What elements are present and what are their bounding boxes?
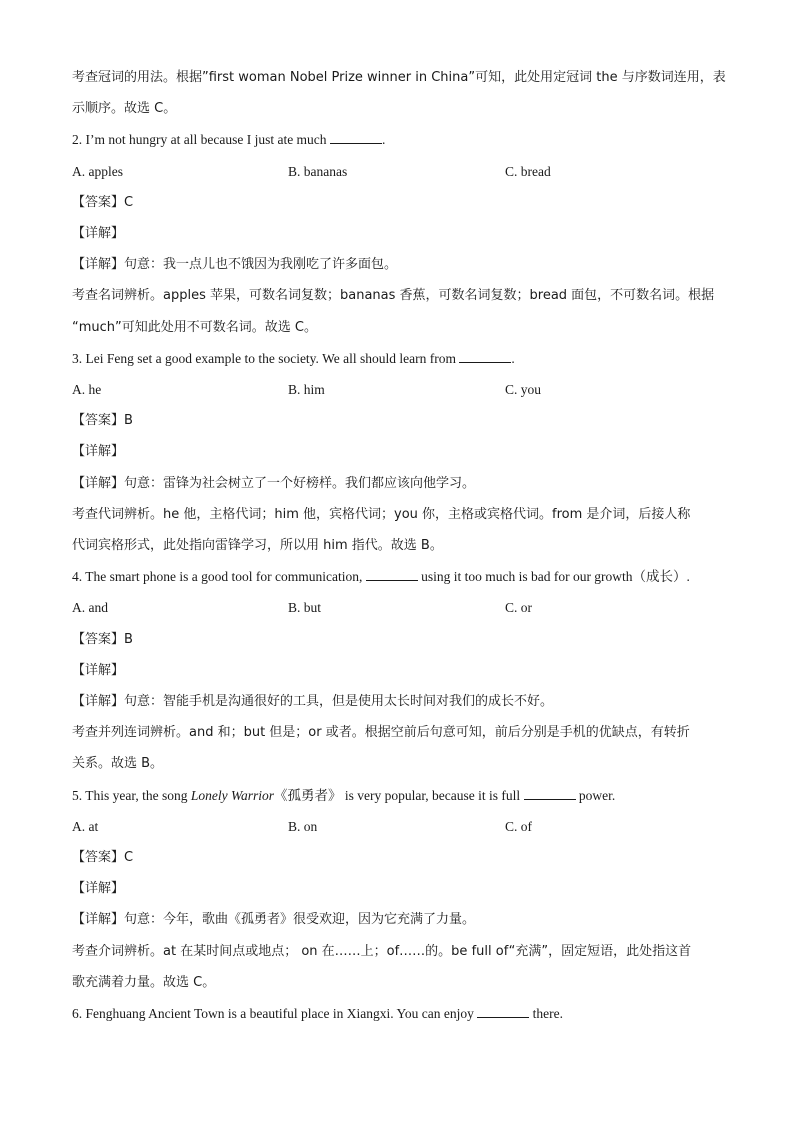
q5-stem: 5. This year, the song Lonely Warrior《孤勇者》 is very popular, because it is full power. (72, 780, 724, 811)
option-a: A. at (72, 818, 99, 834)
q5-analysis-line1: 考查介词辨析。at 在某时间点或地点； on 在……上；of……的。be full of“充满”，固定短语，此处指这首 (72, 943, 692, 959)
q3-answer: 【答案】B (72, 413, 133, 429)
answer-blank (330, 129, 382, 144)
q4-meaning: 【详解】句意：智能手机是沟通很好的工具，但是使用太长时间对我们的成长不好。 (72, 694, 554, 710)
option-a: A. and (72, 600, 108, 616)
q4-analysis-line1: 考查并列连词辨析。and 和；but 但是；or 或者。根据空前后句意可知，前后分别是手机的优缺点，有转折 (72, 725, 690, 741)
q1-analysis-line2: 示顺序。故选 C。 (72, 101, 177, 117)
q2-options (72, 156, 724, 187)
q3-analysis-line2: 代词宾格形式，此处指向雷锋学习，所以用 him 指代。故选 B。 (72, 538, 443, 554)
q3-analysis-line1: 考查代词辨析。he 他，主格代词；him 他，宾格代词；you 你，主格或宾格代词。from 是介词，后接人称 (72, 506, 691, 522)
q5-detail-heading: 【详解】 (72, 881, 125, 897)
q5-meaning: 【详解】句意：今年，歌曲《孤勇者》很受欢迎，因为它充满了力量。 (72, 912, 476, 928)
q6-stem: 6. Fenghuang Ancient Town is a beautiful place in Xiangxi. You can enjoy there. (72, 998, 724, 1029)
q3-stem: 3. Lei Feng set a good example to the society. We all should learn from . (72, 343, 724, 374)
option-b: B. on (288, 818, 318, 834)
option-a: A. apples (72, 163, 123, 179)
song-title: Lonely Warrior (190, 787, 274, 803)
q5-answer: 【答案】C (72, 850, 134, 866)
q4-stem: 4. The smart phone is a good tool for communication, using it too much is bad for our growth（成长）. (72, 561, 724, 592)
q1-analysis-line1: 考查冠词的用法。根据”first woman Nobel Prize winner in China”可知，此处用定冠词 the 与序数词连用，表 (72, 70, 726, 85)
q3-meaning: 【详解】句意：雷锋为社会树立了一个好榜样。我们都应该向他学习。 (72, 475, 476, 491)
q4-answer: 【答案】B (72, 631, 133, 647)
q4-detail-heading: 【详解】 (72, 662, 125, 678)
answer-blank (524, 785, 576, 800)
option-a: A. he (72, 382, 102, 398)
option-b: B. but (288, 600, 322, 616)
option-c: C. of (505, 818, 532, 834)
option-b: B. bananas (288, 163, 348, 179)
q2-analysis-line2: “much”可知此处用不可数名词。故选 C。 (72, 319, 317, 335)
document-page (72, 62, 724, 1029)
option-b: B. him (288, 382, 325, 398)
q5-analysis-line2: 歌充满着力量。故选 C。 (72, 974, 216, 990)
q4-analysis-line2: 关系。故选 B。 (72, 756, 164, 772)
q2-answer: 【答案】C (72, 194, 134, 210)
answer-blank (366, 566, 418, 581)
q4-options (72, 592, 724, 623)
option-c: C. bread (505, 163, 551, 179)
q2-detail-heading: 【详解】 (72, 226, 125, 242)
q3-options (72, 374, 724, 405)
q2-meaning: 【详解】句意：我一点儿也不饿因为我刚吃了许多面包。 (72, 257, 398, 273)
answer-blank (477, 1003, 529, 1018)
q2-stem: 2. I’m not hungry at all because I just ate much . (72, 124, 724, 155)
option-c: C. you (505, 382, 542, 398)
answer-blank (459, 348, 511, 363)
q2-analysis-line1: 考查名词辨析。apples 苹果，可数名词复数；bananas 香蕉，可数名词复数；bread 面包，不可数名词。根据 (72, 288, 715, 304)
q3-detail-heading: 【详解】 (72, 444, 125, 460)
q5-options (72, 811, 724, 842)
option-c: C. or (505, 600, 532, 616)
